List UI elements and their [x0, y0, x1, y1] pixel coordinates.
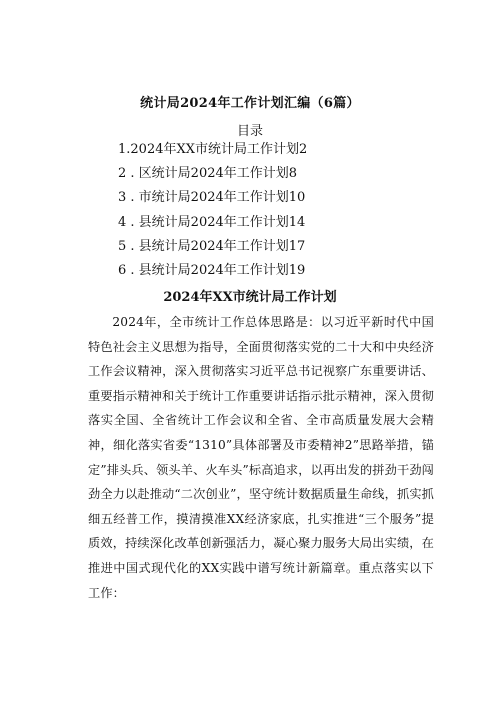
- toc-item[interactable]: 5 . 县统计局2024年工作计划17: [118, 238, 306, 254]
- table-of-contents: [118, 141, 418, 286]
- toc-heading: 目录: [236, 124, 263, 139]
- toc-item[interactable]: 4 . 县统计局2024年工作计划14: [118, 214, 306, 230]
- section-title: 2024年XX市统计局工作计划: [163, 290, 337, 305]
- toc-item[interactable]: 6 . 县统计局2024年工作计划19: [118, 262, 306, 278]
- toc-item[interactable]: 3 . 市统计局2024年工作计划10: [118, 190, 306, 206]
- toc-item[interactable]: 1.2024年XX市统计局工作计划2: [118, 142, 308, 157]
- body-paragraph: 2024年，全市统计工作总体思路是：以习近平新时代中国特色社会主义思想为指导，全面贯彻落实党的二十大和中央经济工作会议精神，深入贯彻落实习近平总书记视察广东重要讲话、重要指示精神和关于统计工作重要讲话指示批示精神，深入贯彻落实全国、全省统计工作会议和全省、全市高质量发展大会精神，细化落实省委“1310”具体部署及市委精神2”思路举措，锚定”排头兵、领头羊、火车头”标高追求，以再出发的拼劲干劲闯劲全力以赴推动“二次创业”，坚守统计数据质量生命线，抓实抓细五经普工作，摸清摸准XX经济家底，扎实推进“三个服务”提质效，持续深化改革创新强活力，凝心聚力服务大局出实绩，在推进中国式现代化的XX实践中谱写统计新篇章。重点落实以下工作：: [88, 315, 434, 600]
- toc-item[interactable]: 2 . 区统计局2024年工作计划8: [118, 166, 298, 182]
- document-title: 统计局2024年工作计划汇编（6篇）: [140, 96, 360, 111]
